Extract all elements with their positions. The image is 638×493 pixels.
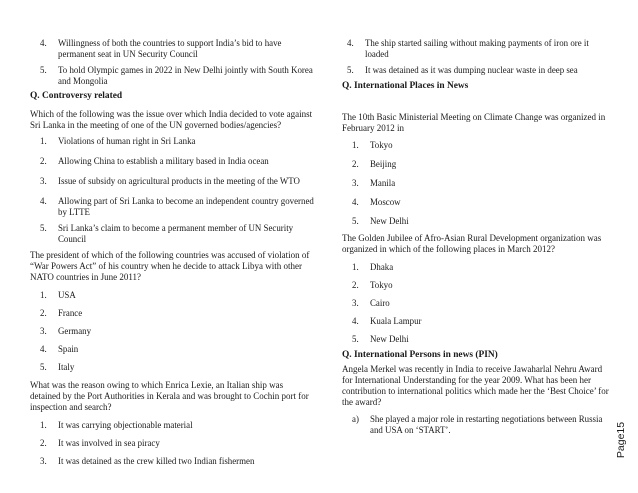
option [40,136,314,147]
option [352,334,612,345]
page-number [612,420,630,460]
right-column [342,38,612,436]
option-number: 4. [40,344,47,354]
option-text: Issue of subsidy on agricultural products in the meeting of the WTO [58,176,300,186]
option [40,156,314,167]
option-number: 1. [40,290,47,300]
option [40,362,314,373]
option-text: Kuala Lampur [370,316,422,326]
option-number: 3. [352,298,359,308]
option-text: Allowing China to establish a military based in India ocean [58,156,269,166]
option-number: 2. [40,156,47,166]
option [40,196,314,218]
option-text: Moscow [370,197,401,207]
option-number: a) [352,414,359,424]
option-number: 1. [40,420,47,430]
option-text: New Delhi [370,334,409,344]
option [352,140,612,151]
option [40,344,314,355]
option [352,414,612,436]
list-item [40,65,314,87]
item-number: 5. [40,65,47,75]
option-number: 5. [352,216,359,226]
option [40,223,314,245]
option-text: It was carrying objectionable material [58,420,193,430]
option [40,176,314,187]
option-text: Italy [58,362,75,372]
option-number: 3. [40,456,47,466]
option-text: It was involved in sea piracy [58,438,160,448]
option-number: 2. [40,308,47,318]
option-text: She played a major role in restarting negotiations between Russia and USA on ‘START’. [370,414,603,435]
section-heading-persons: Q. International Persons in news (PIN) [342,350,498,360]
option-number: 3. [352,178,359,188]
option-text: Spain [58,344,79,354]
item-text: Willingness of both the countries to support India’s bid to have permanent seat in UN Security Council [58,38,282,59]
option-number: 1. [40,136,47,146]
option-number: 2. [40,438,47,448]
option [352,298,612,309]
question-text: What was the reason owing to which Enrica Lexie, an Italian ship was detained by the Port Authorities in Kerala and was brought to Cochin port for inspection and search? [30,380,309,412]
left-column [30,38,314,467]
option-number: 3. [40,176,47,186]
option-text: Sri Lanka’s claim to become a permanent member of UN Security Council [58,223,294,244]
option-number: 5. [40,223,47,233]
option [40,456,314,467]
item-number: 5. [347,65,354,75]
option [40,438,314,449]
option [40,420,314,431]
list-item [347,65,612,76]
option-number: 2. [352,280,359,290]
option-number: 5. [40,362,47,372]
option-text: France [58,308,83,318]
option-text: Tokyo [370,280,393,290]
option-text: USA [58,290,76,300]
option-text: New Delhi [370,216,409,226]
list-item [40,38,314,60]
option [352,197,612,208]
option [352,280,612,291]
list-item [347,38,612,60]
option [352,159,612,170]
option-text: Violations of human right in Sri Lanka [58,136,196,146]
question-text: The 10th Basic Ministerial Meeting on Climate Change was organized in February 2012 in [342,112,606,133]
item-text: The ship started sailing without making payments of iron ore it loaded [365,38,589,59]
option-number: 4. [352,316,359,326]
option-number: 4. [40,196,47,206]
option-number: 2. [352,159,359,169]
option-text: Cairo [370,298,390,308]
question-text: The president of which of the following countries was accused of violation of “War Powers Act” of his country when he decide to attack Libya with other NATO countries in June 2011? [30,250,310,282]
item-text: It was detained as it was dumping nuclear waste in deep sea [365,65,578,75]
item-text: To hold Olympic games in 2022 in New Delhi jointly with South Korea and Mongolia [58,65,313,86]
option-number: 3. [40,326,47,336]
option [40,290,314,301]
option-number: 1. [352,140,359,150]
question-text: Angela Merkel was recently in India to receive Jawaharlal Nehru Award for International Understanding for the year 2009. What has been her contribution to international politics which made her the ‘Best Choice’ for the award? [342,364,609,407]
option [40,308,314,319]
question-text: The Golden Jubilee of Afro-Asian Rural Development organization was organized in which of the following places in March 2012? [342,233,602,254]
option-text: Dhaka [370,262,394,272]
section-heading-places: Q. International Places in News [342,81,469,91]
item-number: 4. [40,38,47,48]
section-heading-controversy: Q. Controversy related [30,91,123,101]
option [352,262,612,273]
question-text: Which of the following was the issue over which India decided to vote against Sri Lanka in the meeting of one of the UN governed bodies/agencies? [30,109,313,130]
option-number: 4. [352,197,359,207]
option [40,326,314,337]
option [352,178,612,189]
option-text: Manila [370,178,396,188]
option-text: Tokyo [370,140,393,150]
option-number: 1. [352,262,359,272]
option-number: 5. [352,334,359,344]
option-text: Allowing part of Sri Lanka to become an independent country governed by LTTE [58,196,314,217]
option-text: It was detained as the crew killed two Indian fishermen [58,456,255,466]
option [352,216,612,227]
page-number-label: Page15 [615,421,627,459]
option-text: Beijing [370,159,397,169]
item-number: 4. [347,38,354,48]
option-text: Germany [58,326,92,336]
option [352,316,612,327]
